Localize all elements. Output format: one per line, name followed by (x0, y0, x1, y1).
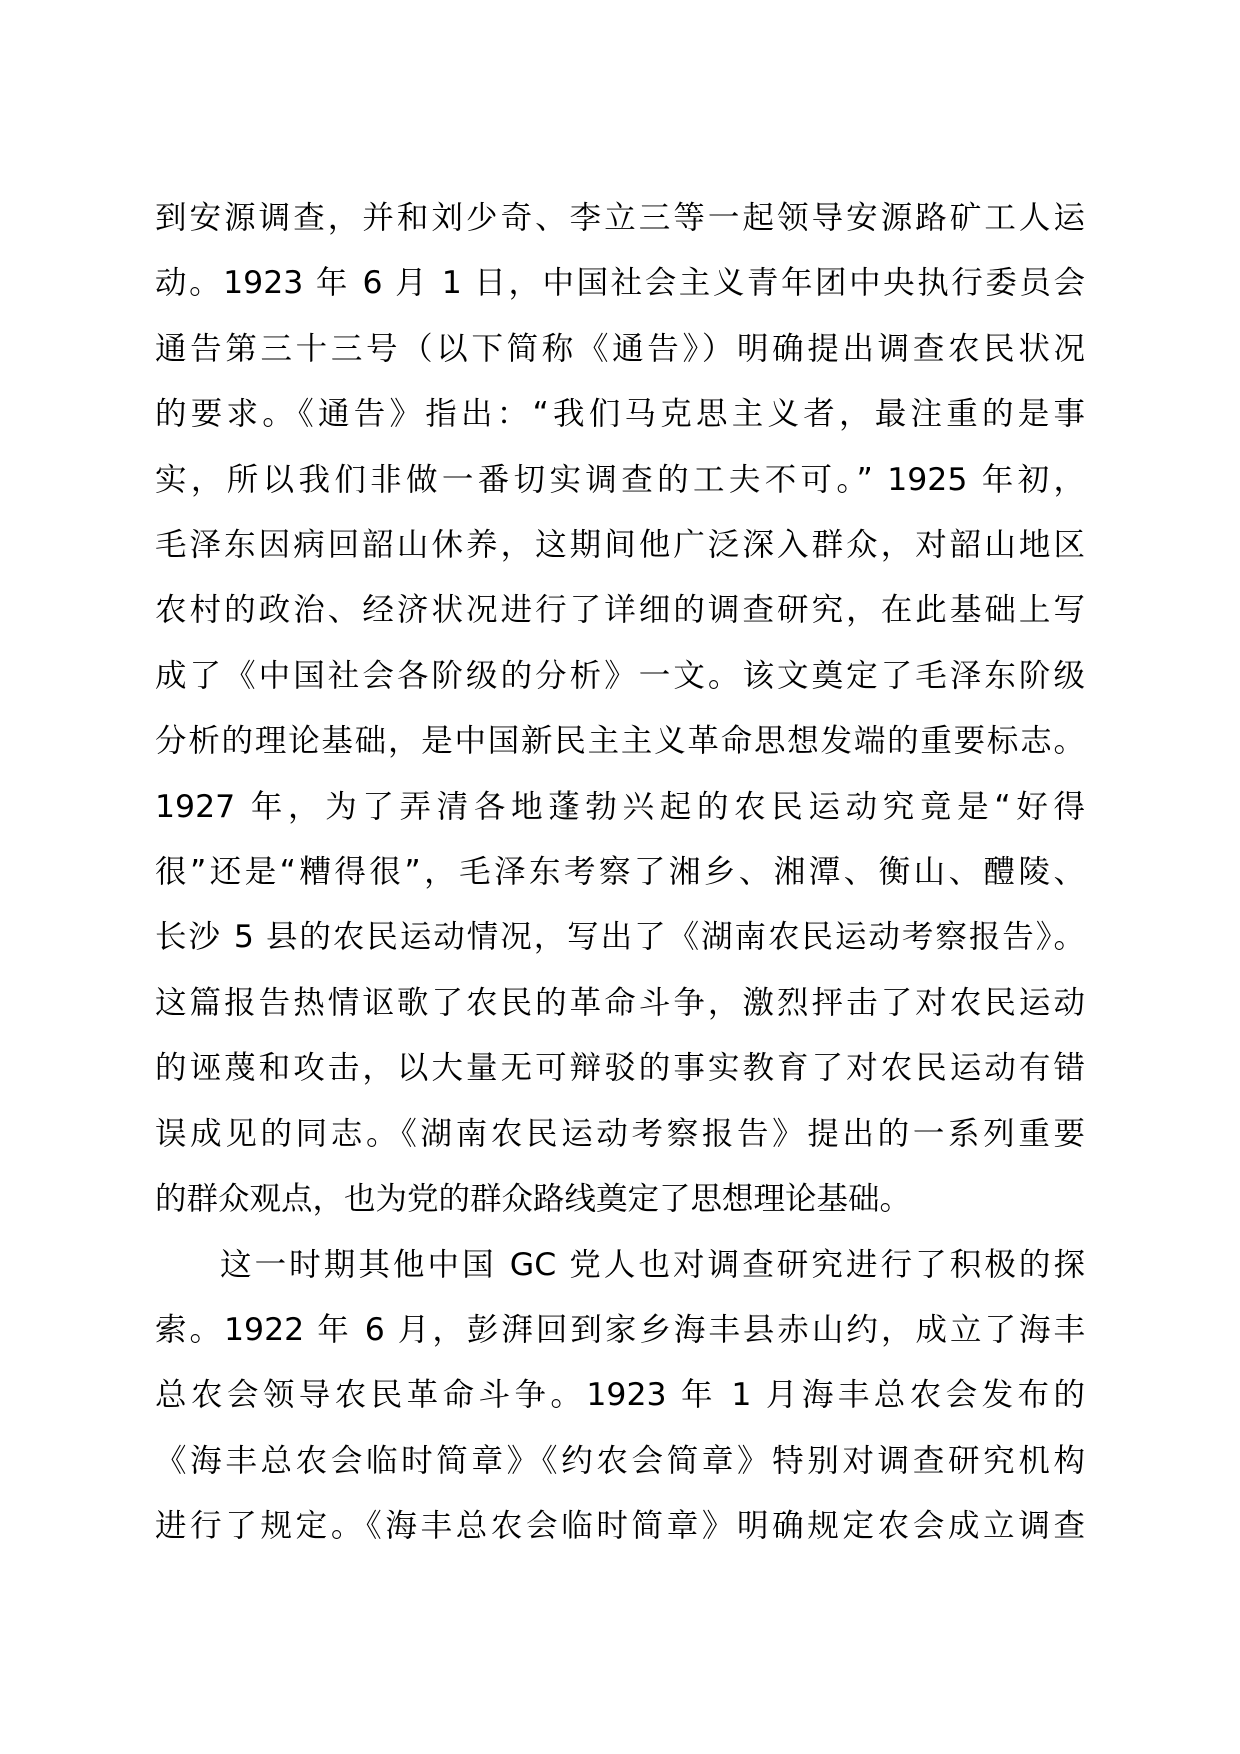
text-line: 索。1922 年 6 月，彭湃回到家乡海丰县赤山约，成立了海丰 (155, 1311, 1085, 1348)
text-line: 通告第三十三号（以下简称《通告》）明确提出调查农民状况 (155, 330, 1085, 367)
text-line: 1927 年，为了弄清各地蓬勃兴起的农民运动究竟是“好得 (155, 788, 1085, 825)
text-line: 的诬蔑和攻击，以大量无可辩驳的事实教育了对农民运动有错 (155, 1050, 1085, 1087)
text-line: 长沙 5 县的农民运动情况，写出了《湖南农民运动考察报告》。 (155, 919, 1085, 956)
text-line: 农村的政治、经济状况进行了详细的调查研究，在此基础上写 (155, 592, 1085, 629)
text-line: 毛泽东因病回韶山休养，这期间他广泛深入群众，对韶山地区 (155, 527, 1085, 564)
text-line: 很”还是“糟得很”，毛泽东考察了湘乡、湘潭、衡山、醴陵、 (155, 854, 1085, 891)
text-line: 这篇报告热情讴歌了农民的革命斗争，激烈抨击了对农民运动 (155, 984, 1085, 1021)
paragraph-2 (155, 1233, 1085, 1560)
text-line: 实，所以我们非做一番切实调查的工夫不可。” 1925 年初， (155, 461, 1085, 498)
text-line: 《海丰总农会临时简章》《约农会简章》特别对调查研究机构 (155, 1442, 1085, 1479)
text-line: 这一时期其他中国 GC 党人也对调查研究进行了积极的探 (220, 1246, 1085, 1283)
text-line: 成了《中国社会各阶级的分析》一文。该文奠定了毛泽东阶级 (155, 657, 1085, 694)
paragraph-1 (155, 186, 1085, 1233)
body-text (155, 186, 1085, 1560)
text-line: 动。1923 年 6 月 1 日，中国社会主义青年团中央执行委员会 (155, 265, 1085, 302)
text-line: 进行了规定。《海丰总农会临时简章》明确规定农会成立调查 (155, 1508, 1085, 1545)
text-line: 的要求。《通告》指出：“我们马克思主义者，最注重的是事 (155, 396, 1085, 433)
text-line: 分析的理论基础，是中国新民主主义革命思想发端的重要标志。 (155, 723, 1085, 760)
text-line: 的群众观点，也为党的群众路线奠定了思想理论基础。 (155, 1181, 912, 1218)
text-line: 误成见的同志。《湖南农民运动考察报告》提出的一系列重要 (155, 1115, 1085, 1152)
text-line: 到安源调查，并和刘少奇、李立三等一起领导安源路矿工人运 (155, 200, 1085, 236)
text-line: 总农会领导农民革命斗争。1923 年 1 月海丰总农会发布的 (155, 1377, 1085, 1414)
